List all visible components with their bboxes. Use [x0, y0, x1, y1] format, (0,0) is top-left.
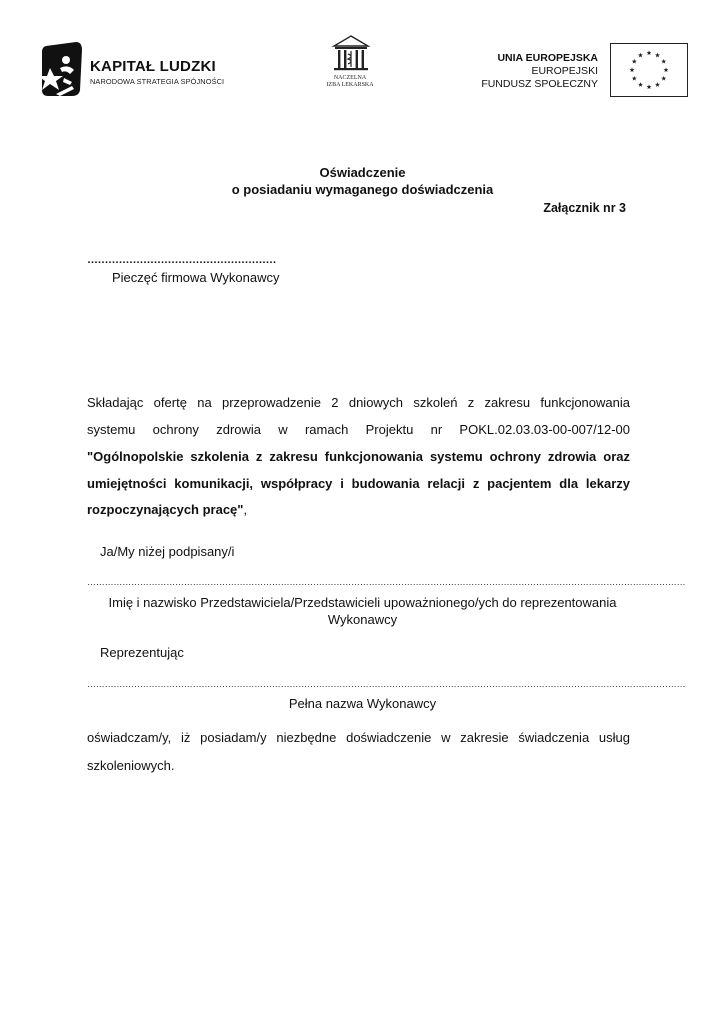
eu-flag-icon [610, 43, 688, 97]
paragraph-line-5 [87, 502, 630, 517]
eu-text-block [481, 52, 598, 91]
declaration-line-2: szkoleniowych. [87, 758, 175, 773]
eu-line2: EUROPEJSKI [531, 65, 598, 77]
kapital-ludzki-title: KAPITAŁ LUDZKI [90, 58, 216, 75]
paragraph-line-3: "Ogólnopolskie szkolenia z zakresu funkcjonowania systemu ochrony zdrowia oraz [87, 449, 630, 464]
stamp-label: Pieczęć firmowa Wykonawcy [112, 270, 280, 285]
paragraph-line-2: systemu ochrony zdrowia w ramach Projektu nr POKL.02.03.03-00-007/12-00 [87, 422, 630, 437]
representative-label-line1: Imię i nazwisko Przedstawiciela/Przedstawicieli upoważnionego/ych do reprezentowania [108, 595, 617, 610]
contractor-name-dotted-line: …………………………………………………………………………………………………………………………………………………………………………………… [87, 679, 686, 689]
paragraph-line-1: Składając ofertę na przeprowadzenie 2 dniowych szkoleń z zakresu funkcjonowania [87, 395, 630, 410]
signed-label: Ja/My niżej podpisany/i [100, 544, 235, 559]
naczelna-izba-lekarska-text [324, 75, 376, 89]
project-name-end: rozpoczynających pracę" [87, 502, 244, 517]
contractor-full-name-label: Pełna nazwa Wykonawcy [288, 696, 437, 711]
paragraph-line-5-rest: , [243, 502, 248, 517]
stamp-dotted-line: ……………………………………………… [87, 254, 276, 266]
kapital-ludzki-subtitle: NARODOWA STRATEGIA SPÓJNOŚCI [90, 77, 225, 86]
eu-line3: FUNDUSZ SPOŁECZNY [481, 78, 598, 90]
nil-line2: IZBA LEKARSKA [326, 82, 374, 88]
nil-line1: NACZELNA [333, 75, 367, 81]
paragraph-line-4: umiejętności komunikacji, współpracy i budowania relacji z pacjentem dla lekarzy [87, 476, 630, 491]
representative-dotted-line: …………………………………………………………………………………………………………………………………………………………………………………… [87, 577, 686, 587]
eu-title: UNIA EUROPEJSKA [497, 52, 598, 64]
document-subtitle: o posiadaniu wymaganego doświadczenia [231, 182, 494, 197]
representing-label: Reprezentując [100, 645, 184, 660]
declaration-line-1: oświadczam/y, iż posiadam/y niezbędne doświadczenie w zakresie świadczenia usług [87, 730, 630, 745]
annex-number: Załącznik nr 3 [543, 201, 626, 215]
representative-label-line2: Wykonawcy [327, 612, 398, 627]
document-title: Oświadczenie [319, 165, 406, 180]
